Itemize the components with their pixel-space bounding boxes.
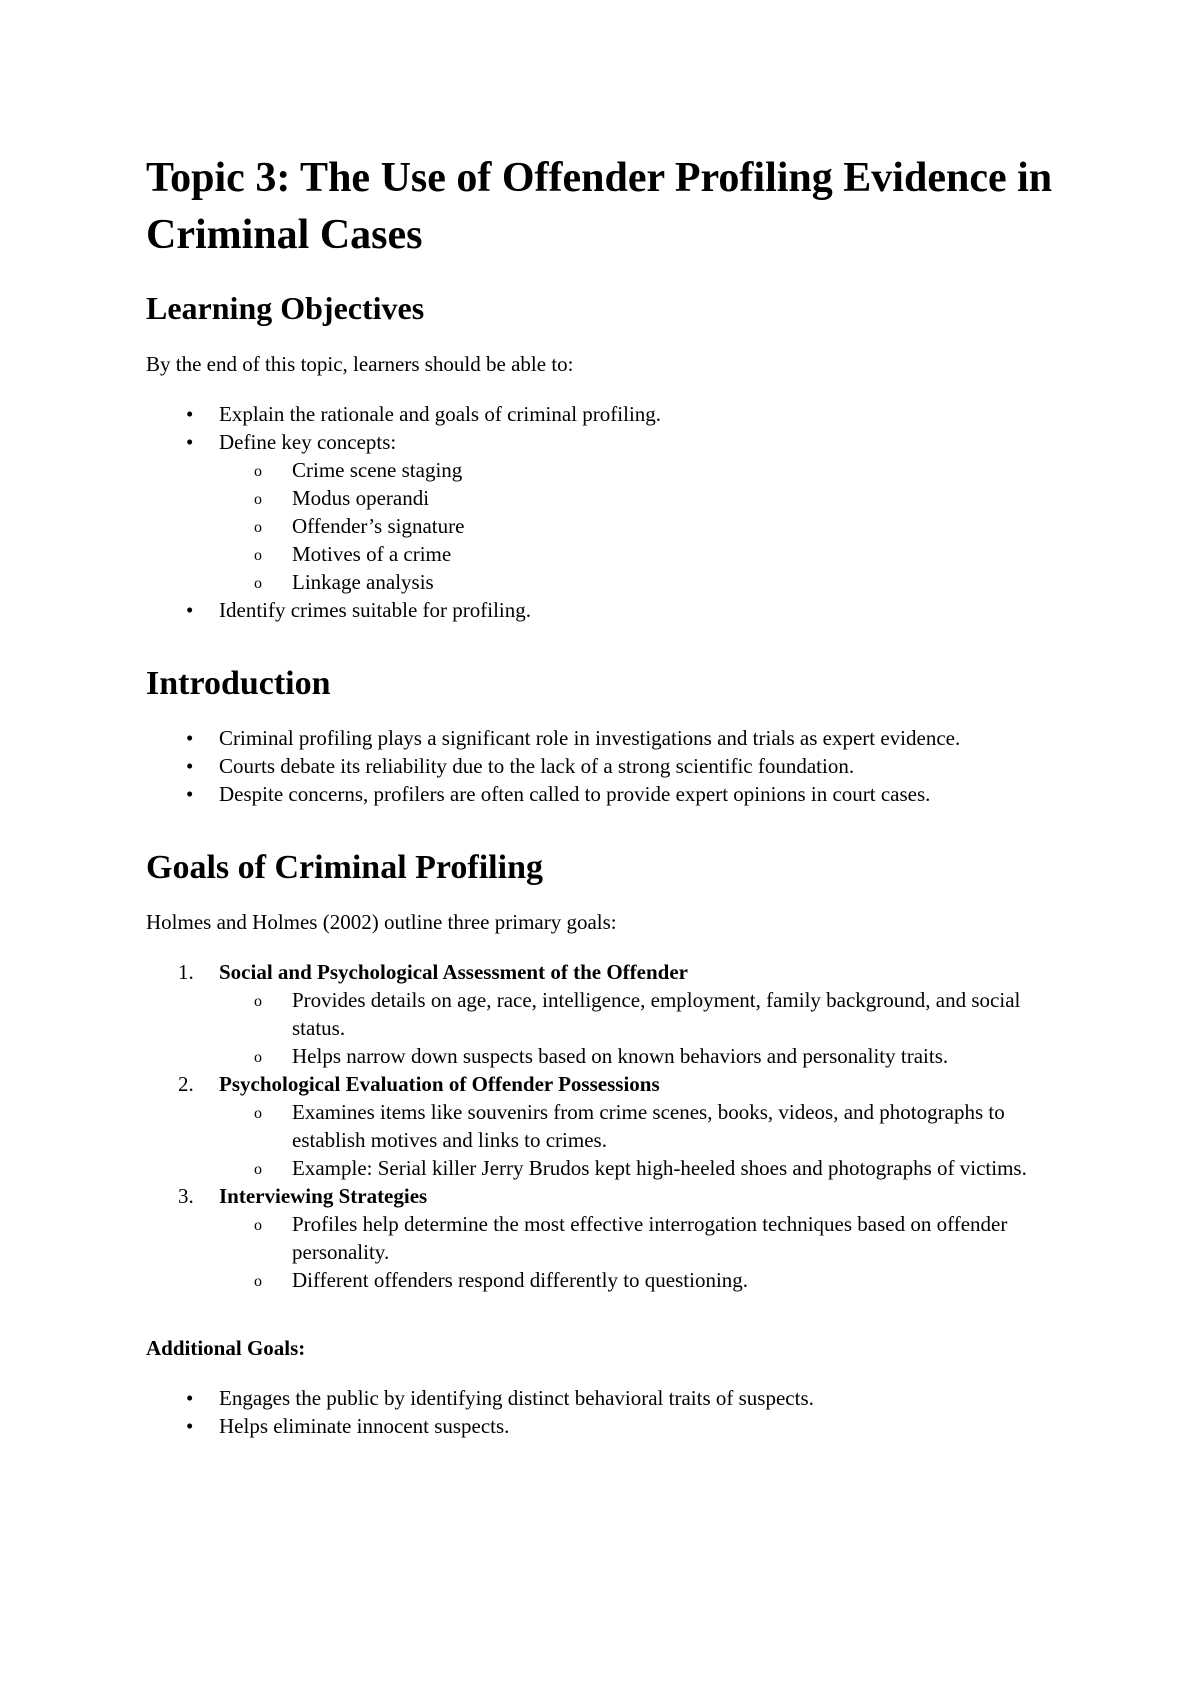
sub-list-item-text: Example: Serial killer Jerry Brudos kept high-heeled shoes and photographs of victims. xyxy=(292,1156,1027,1180)
list-item-text: Criminal profiling plays a significant role in investigations and trials as expert evidence. xyxy=(219,726,961,750)
document-page xyxy=(146,150,1076,1440)
sub-list-item-text: Motives of a crime xyxy=(292,542,452,566)
list-item-text: Helps eliminate innocent suspects. xyxy=(219,1414,510,1438)
bullet-marker: • xyxy=(186,598,194,622)
sub-list-item xyxy=(146,1210,1076,1266)
sub-list-item xyxy=(146,1266,1076,1294)
item-number: 2. xyxy=(178,1072,194,1096)
list-item-text: Explain the rationale and goals of criminal profiling. xyxy=(219,402,662,426)
sub-list-item-text: Different offenders respond differently to questioning. xyxy=(292,1268,749,1292)
sub-bullet-marker: o xyxy=(254,547,262,564)
goals-intro: Holmes and Holmes (2002) outline three primary goals: xyxy=(146,910,617,934)
sub-list-item-text: Modus operandi xyxy=(292,486,430,510)
list-item xyxy=(146,400,1076,428)
numbered-item xyxy=(146,1182,1076,1210)
list-item-text: Despite concerns, profilers are often called to provide expert opinions in court cases. xyxy=(219,782,931,806)
bullet-marker: • xyxy=(186,430,194,454)
sub-list-item xyxy=(146,540,1076,568)
objectives-list xyxy=(146,400,1076,624)
list-item xyxy=(146,1412,1076,1440)
item-number: 1. xyxy=(178,960,194,984)
introduction-heading: Introduction xyxy=(146,665,331,702)
sub-list-item-text: Crime scene staging xyxy=(292,458,463,482)
sub-bullet-marker: o xyxy=(254,519,262,536)
list-item xyxy=(146,752,1076,780)
sub-bullet-marker: o xyxy=(254,1161,262,1178)
sub-bullet-marker: o xyxy=(254,575,262,592)
sub-list-item xyxy=(146,484,1076,512)
sub-list-item-text: Provides details on age, race, intelligence, employment, family background, and social status. xyxy=(292,988,1021,1040)
numbered-item-title: Social and Psychological Assessment of the Offender xyxy=(219,960,688,984)
page-title: Topic 3: The Use of Offender Profiling Evidence in Criminal Cases xyxy=(146,155,1053,258)
sub-list-item-text: Linkage analysis xyxy=(292,570,434,594)
numbered-item-title: Interviewing Strategies xyxy=(219,1184,428,1208)
sub-list-item xyxy=(146,1042,1076,1070)
list-item xyxy=(146,724,1076,752)
bullet-marker: • xyxy=(186,726,194,750)
numbered-item xyxy=(146,958,1076,986)
list-item xyxy=(146,428,1076,456)
bullet-marker: • xyxy=(186,1414,194,1438)
bullet-marker: • xyxy=(186,1386,194,1410)
sub-bullet-marker: o xyxy=(254,463,262,480)
sub-list-item-text: Helps narrow down suspects based on known behaviors and personality traits. xyxy=(292,1044,949,1068)
objectives-intro: By the end of this topic, learners should be able to: xyxy=(146,352,574,376)
item-number: 3. xyxy=(178,1184,194,1208)
sub-list-item xyxy=(146,512,1076,540)
goals-heading: Goals of Criminal Profiling xyxy=(146,849,543,886)
bullet-marker: • xyxy=(186,402,194,426)
sub-list-item xyxy=(146,456,1076,484)
sub-bullet-marker: o xyxy=(254,491,262,508)
list-item xyxy=(146,596,1076,624)
goals-list xyxy=(146,958,1076,1294)
additional-goals-list xyxy=(146,1384,1076,1440)
sub-list-item-text: Examines items like souvenirs from crime scenes, books, videos, and photographs to establish motives and links to crimes. xyxy=(292,1100,1005,1152)
list-item-text: Define key concepts: xyxy=(219,430,397,454)
sub-bullet-marker: o xyxy=(254,1049,262,1066)
numbered-item-title: Psychological Evaluation of Offender Possessions xyxy=(219,1072,660,1096)
sub-list-item xyxy=(146,568,1076,596)
sub-bullet-marker: o xyxy=(254,1273,262,1290)
sub-bullet-marker: o xyxy=(254,1105,262,1122)
additional-goals-heading: Additional Goals: xyxy=(146,1336,306,1360)
sub-list-item-text: Profiles help determine the most effective interrogation techniques based on offender personality. xyxy=(292,1212,1008,1264)
list-item-text: Engages the public by identifying distinct behavioral traits of suspects. xyxy=(219,1386,814,1410)
sub-list-item xyxy=(146,986,1076,1042)
sub-bullet-marker: o xyxy=(254,1217,262,1234)
list-item-text: Courts debate its reliability due to the lack of a strong scientific foundation. xyxy=(219,754,855,778)
numbered-item xyxy=(146,1070,1076,1098)
list-item xyxy=(146,1384,1076,1412)
sub-list-item-text: Offender’s signature xyxy=(292,514,465,538)
introduction-list xyxy=(146,724,1076,808)
list-item-text: Identify crimes suitable for profiling. xyxy=(219,598,531,622)
bullet-marker: • xyxy=(186,754,194,778)
sub-list-item xyxy=(146,1098,1076,1154)
sub-bullet-marker: o xyxy=(254,993,262,1010)
list-item xyxy=(146,780,1076,808)
learning-objectives-heading: Learning Objectives xyxy=(146,290,425,326)
sub-list-item xyxy=(146,1154,1076,1182)
bullet-marker: • xyxy=(186,782,194,806)
